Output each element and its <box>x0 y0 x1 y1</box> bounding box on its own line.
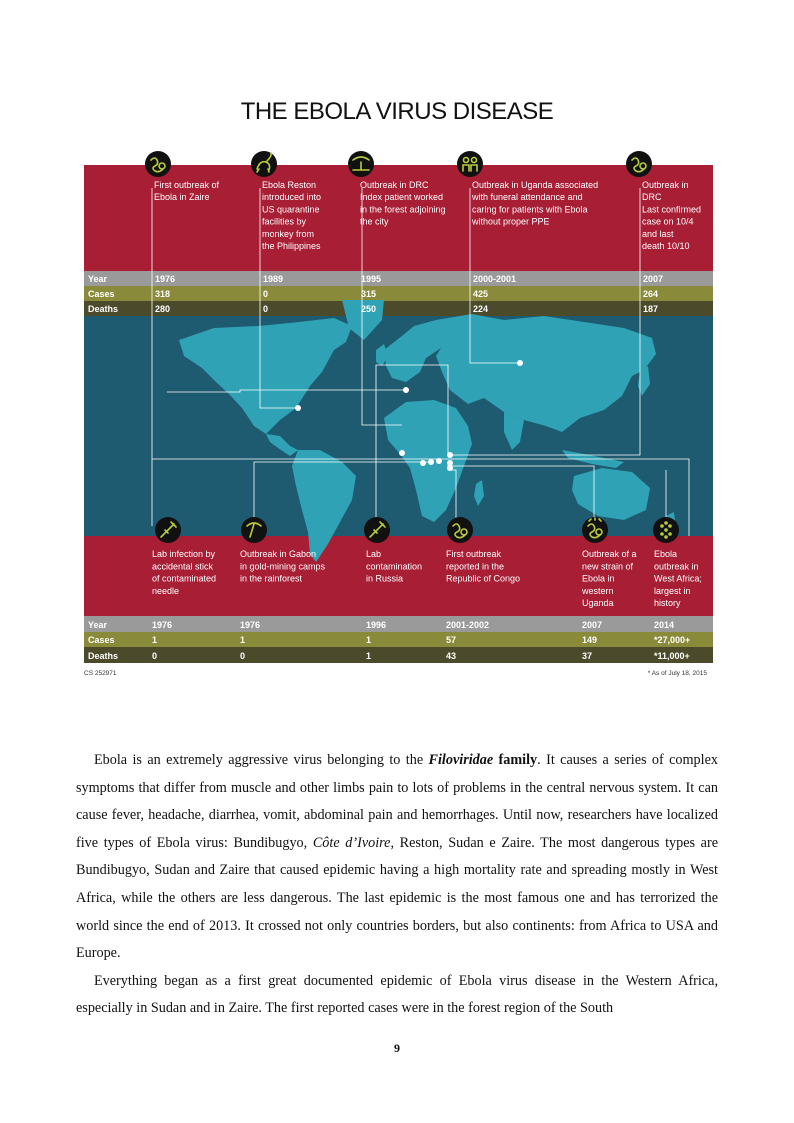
event-description-line: case on 10/4 <box>642 216 694 227</box>
deaths-value: 0 <box>240 651 246 661</box>
year-value: 1976 <box>155 274 176 284</box>
icon-circle <box>251 151 277 177</box>
event-description-line: Ebola Reston <box>262 180 317 190</box>
bottom-cases-row <box>84 632 713 647</box>
row-label-deaths: Deaths <box>88 304 119 314</box>
text-run: , Reston, Sudan e Zaire. The most dangerous types are Bundibugyo, Sudan and Zaire that caused epidemic having a high mortality rate and spreading mostly in West Africa, while the others are less dangerous. The last epidemic is the most famous one and has terrorized the world since the end of 2013. It crossed not only countries borders, but also continents: from Africa to USA and Europe. <box>76 834 719 962</box>
cluster-dot <box>668 524 672 528</box>
location-dot <box>447 452 453 458</box>
event-description-line: Lab infection by <box>152 549 216 559</box>
cases-value: 425 <box>473 289 489 299</box>
text-run: Filoviridae <box>428 752 494 768</box>
year-value: 1995 <box>361 274 382 284</box>
location-dot <box>403 387 409 393</box>
cluster-dot <box>660 532 664 536</box>
event-description-line: in the forest adjoining <box>360 204 446 215</box>
text-run: family <box>493 752 538 768</box>
event-description-line: Ebola <box>654 549 678 559</box>
year-value: 1976 <box>240 620 261 630</box>
virus-new-strain-icon <box>582 517 608 543</box>
page-title: THE EBOLA VIRUS DISEASE <box>240 98 554 125</box>
event-description-line: Ebola in <box>582 573 615 584</box>
event-description-line: largest in <box>654 585 691 596</box>
location-dot <box>295 405 301 411</box>
location-dot <box>420 460 426 466</box>
event-description-line: needle <box>152 585 180 596</box>
event-description-line: US quarantine <box>262 204 320 215</box>
location-dot <box>517 360 523 366</box>
year-value: 2007 <box>582 620 603 630</box>
paragraph <box>76 747 718 968</box>
cases-value: 0 <box>263 289 269 299</box>
icon-circle <box>457 151 483 177</box>
deaths-value: 250 <box>361 304 377 314</box>
forest-icon <box>348 151 374 177</box>
deaths-value: 280 <box>155 304 171 314</box>
event-description-line: death 10/10 <box>642 241 690 251</box>
icon-circle <box>241 517 267 543</box>
top-deaths-row <box>84 301 713 316</box>
cases-value: 1 <box>152 635 158 645</box>
cases-value: 1 <box>240 635 246 645</box>
event-description-line: accidental stick <box>152 561 214 572</box>
deaths-value: 1 <box>366 651 372 661</box>
page-number: 9 <box>394 1041 400 1055</box>
event-description-line: Outbreak of a <box>582 549 637 559</box>
text-run: Ebola is an extremely aggressive virus belonging to the <box>94 752 429 768</box>
event-description-line: DRC <box>642 192 662 203</box>
deaths-value: 37 <box>582 651 593 661</box>
event-description-line: in Russia <box>366 573 404 584</box>
event-description-line: of contaminated <box>152 573 217 584</box>
event-description-line: the city <box>360 216 389 227</box>
year-value: 2014 <box>654 620 675 630</box>
cluster-dot <box>664 521 668 525</box>
text-run: Côte d’Ivoire <box>312 834 391 851</box>
event-description-line: Republic of Congo <box>446 573 521 584</box>
event-description-line: the Philippines <box>262 241 321 251</box>
event-description-line: without proper PPE <box>472 216 550 227</box>
virus-icon <box>626 151 652 177</box>
row-label-cases: Cases <box>88 635 115 645</box>
year-value: 1976 <box>152 620 173 630</box>
row-label-year: Year <box>88 274 108 284</box>
deaths-value: 0 <box>152 651 158 661</box>
event-description-line: introduced into <box>262 192 322 203</box>
infographic-note: * As of July 18, 2015 <box>647 670 707 677</box>
year-value: 2001-2002 <box>446 620 490 630</box>
location-dot <box>447 465 453 471</box>
paragraph <box>76 968 718 1023</box>
event-description-line: in gold-mining camps <box>240 561 326 572</box>
location-dot <box>428 459 434 465</box>
cases-value: 149 <box>582 635 598 645</box>
event-description-line: Outbreak in DRC <box>360 180 429 190</box>
deaths-value: *11,000+ <box>654 651 690 661</box>
event-description-line: caring for patients with Ebola <box>472 204 588 215</box>
event-description-line: contamination <box>366 561 423 572</box>
event-description-line: Index patient worked <box>360 192 444 203</box>
cases-value: *27,000+ <box>654 635 691 645</box>
ebola-timeline-infographic <box>84 150 713 690</box>
event-description-line: facilities by <box>262 216 307 227</box>
text-run: Everything began as a first great documented epidemic of Ebola virus disease in the Western Africa, especially in Sudan and in Zaire. The first reported cases were in the forest region of the South <box>76 972 718 1017</box>
event-description-line: with funeral attendance and <box>472 192 583 203</box>
deaths-value: 187 <box>643 304 659 314</box>
cases-value: 315 <box>361 289 377 299</box>
event-description-line: western <box>582 585 614 596</box>
cluster-dot <box>664 535 668 539</box>
cases-value: 1 <box>366 635 372 645</box>
top-year-row <box>84 271 713 286</box>
needle-icon <box>155 517 181 543</box>
body-text <box>76 747 718 1023</box>
event-description-line: new strain of <box>582 561 634 572</box>
event-description-line: in the rainforest <box>240 573 303 584</box>
event-description-line: Outbreak in <box>642 180 689 190</box>
deaths-value: 224 <box>473 304 489 314</box>
location-dot <box>399 450 405 456</box>
event-description-line: outbreak in <box>654 561 699 572</box>
event-description-line: reported in the <box>446 561 505 572</box>
location-dot <box>436 458 442 464</box>
virus-icon <box>145 151 171 177</box>
year-value: 1989 <box>263 274 284 284</box>
infographic-code: CS 252971 <box>84 670 117 677</box>
event-description-line: monkey from <box>262 228 315 239</box>
deaths-value: 0 <box>263 304 269 314</box>
cases-value: 57 <box>446 635 457 645</box>
pickaxe-icon <box>241 517 267 543</box>
people-icon <box>457 151 483 177</box>
virus-cluster-icon <box>653 517 679 543</box>
cluster-dot <box>668 532 672 536</box>
event-description-line: history <box>654 598 681 609</box>
event-description-line: Last confirmed <box>642 204 702 215</box>
bottom-deaths-row <box>84 647 713 663</box>
bottom-year-row <box>84 616 713 632</box>
row-label-year: Year <box>88 620 108 630</box>
top-cases-row <box>84 286 713 301</box>
event-description-line: Ebola in Zaire <box>154 192 210 203</box>
event-description-line: First outbreak of <box>154 180 220 190</box>
needle-icon <box>364 517 390 543</box>
row-label-deaths: Deaths <box>88 651 119 661</box>
monkey-icon <box>251 151 277 177</box>
year-value: 2007 <box>643 274 664 284</box>
text-run: . It causes a series of complex symptoms that differ from muscle and other limbs pain to lots of problems in the central nervous system. It can cause fever, headache, diarrhea, vomit, abdominal pain and hemorrhages. Until now, researchers have localized five types of Ebola virus: Bundibugyo, <box>76 752 718 851</box>
cases-value: 264 <box>643 289 659 299</box>
event-description-line: Lab <box>366 549 382 559</box>
cluster-dot <box>664 528 668 532</box>
virus-icon <box>447 517 473 543</box>
deaths-value: 43 <box>446 651 457 661</box>
event-description-line: Uganda <box>582 598 614 609</box>
year-value: 1996 <box>366 620 387 630</box>
row-label-cases: Cases <box>88 289 115 299</box>
event-description-line: Outbreak in Gabon <box>240 549 317 559</box>
event-description-line: Outbreak in Uganda associated <box>472 180 599 190</box>
event-description-line: and last <box>642 228 674 239</box>
event-description-line: First outbreak <box>446 549 502 559</box>
year-value: 2000-2001 <box>473 274 517 284</box>
cluster-dot <box>660 524 664 528</box>
event-description-line: West Africa; <box>654 573 702 584</box>
cases-value: 318 <box>155 289 171 299</box>
